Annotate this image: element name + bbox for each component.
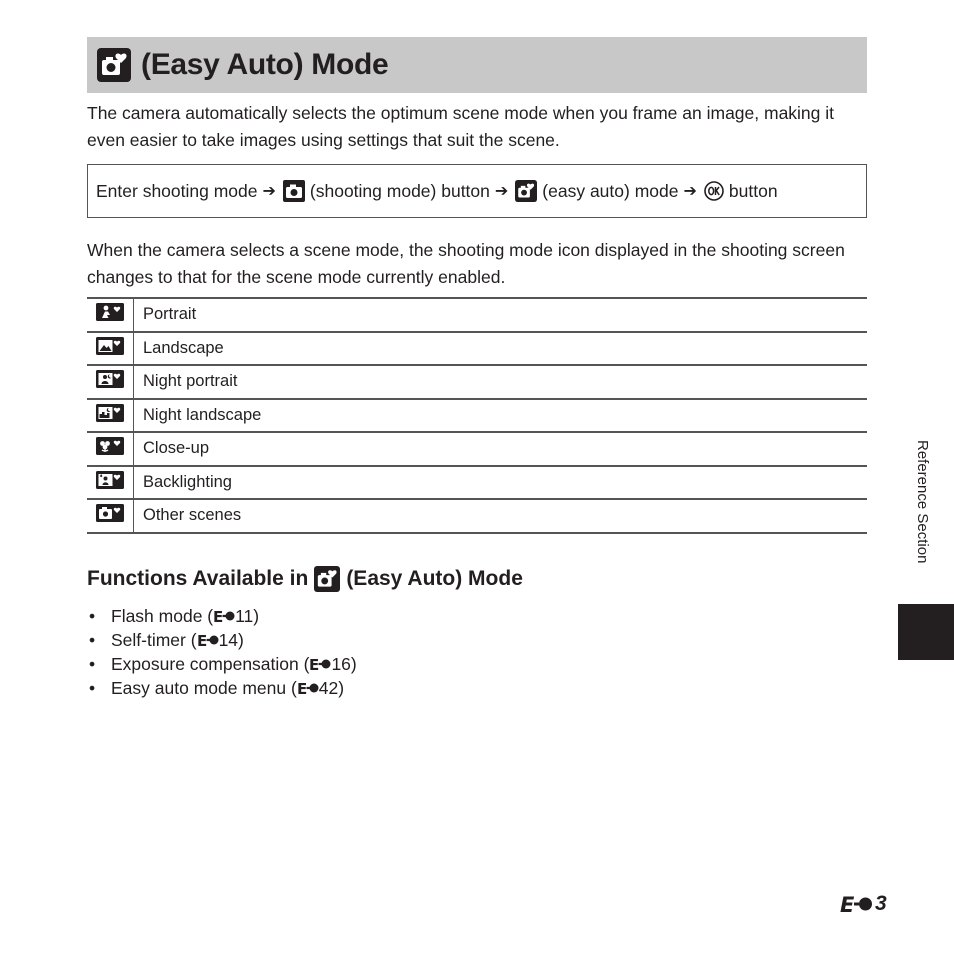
function-label: Self-timer ( bbox=[111, 630, 197, 650]
function-label: Flash mode ( bbox=[111, 606, 214, 626]
reference-e-icon bbox=[213, 608, 235, 624]
svg-text:E: E bbox=[309, 656, 320, 672]
table-row bbox=[87, 499, 867, 533]
night-landscape-scene-icon bbox=[96, 404, 124, 422]
bullet-icon: • bbox=[89, 606, 96, 626]
bullet-icon: • bbox=[89, 678, 96, 698]
page-title-bar bbox=[87, 37, 867, 93]
scene-label: Night landscape bbox=[134, 399, 868, 433]
heading-suffix: (Easy Auto) Mode bbox=[346, 567, 523, 590]
nav-step-enter-shooting: Enter shooting mode bbox=[96, 180, 258, 201]
reference-e-icon bbox=[309, 656, 331, 672]
ok-button-icon bbox=[704, 181, 724, 201]
svg-text:E: E bbox=[840, 893, 855, 915]
navigation-path-box bbox=[87, 164, 867, 218]
scene-label: Backlighting bbox=[134, 466, 868, 500]
reference-e-icon bbox=[297, 680, 319, 696]
reference-section-tab-label: Reference Section bbox=[914, 440, 931, 564]
svg-text:E: E bbox=[196, 632, 207, 648]
reference-section-tab[interactable] bbox=[898, 604, 954, 660]
functions-list bbox=[87, 604, 357, 700]
intro-paragraph: The camera automatically selects the optimum scene mode when you frame an image, making it even easier to take images using settings that suit the scene. bbox=[87, 103, 835, 150]
night-portrait-scene-icon bbox=[96, 370, 124, 388]
nav-step-easy-auto-mode: (easy auto) mode bbox=[542, 180, 679, 201]
heading-prefix: Functions Available in bbox=[87, 567, 309, 590]
other-scenes-icon bbox=[96, 504, 124, 522]
svg-text:E: E bbox=[296, 680, 308, 696]
reference-e-icon bbox=[840, 893, 874, 915]
portrait-scene-icon bbox=[96, 303, 124, 321]
easy-auto-camera-heart-icon bbox=[314, 566, 340, 592]
nav-step-shooting-mode-button: (shooting mode) button bbox=[309, 180, 490, 201]
scene-label: Close-up bbox=[134, 432, 868, 466]
list-item bbox=[87, 628, 357, 652]
easy-auto-camera-heart-icon bbox=[515, 180, 537, 202]
landscape-scene-icon bbox=[96, 337, 124, 355]
list-item bbox=[87, 676, 357, 700]
bullet-icon: • bbox=[89, 654, 96, 674]
arrow-icon: ➔ bbox=[494, 183, 509, 200]
table-row bbox=[87, 298, 867, 332]
reference-e-icon bbox=[197, 632, 219, 648]
scene-label: Night portrait bbox=[134, 365, 868, 399]
scene-description: When the camera selects a scene mode, the shooting mode icon displayed in the shooting screen changes to that for the scene mode currently enabled. bbox=[87, 240, 845, 287]
table-row bbox=[87, 332, 867, 366]
camera-icon bbox=[283, 180, 305, 202]
close-up-scene-icon bbox=[96, 437, 124, 455]
table-row bbox=[87, 432, 867, 466]
list-item bbox=[87, 652, 357, 676]
svg-text:E: E bbox=[213, 608, 224, 624]
function-ref[interactable]: 11) bbox=[235, 606, 260, 626]
scene-mode-table bbox=[87, 297, 867, 534]
page-number bbox=[840, 892, 887, 916]
scene-label: Other scenes bbox=[134, 499, 868, 533]
table-row bbox=[87, 365, 867, 399]
function-ref[interactable]: 14) bbox=[218, 630, 244, 650]
function-ref[interactable]: 42) bbox=[318, 678, 345, 698]
scene-label: Portrait bbox=[134, 298, 868, 332]
page-number-value: 3 bbox=[875, 892, 887, 915]
function-ref[interactable]: 16) bbox=[331, 654, 357, 674]
arrow-icon: ➔ bbox=[262, 183, 276, 200]
easy-auto-camera-heart-icon bbox=[97, 48, 131, 82]
functions-section-heading bbox=[87, 566, 523, 592]
arrow-icon: ➔ bbox=[683, 183, 697, 200]
scene-label: Landscape bbox=[134, 332, 868, 366]
backlighting-scene-icon bbox=[96, 471, 124, 489]
function-label: Exposure compensation ( bbox=[111, 654, 310, 674]
nav-step-ok-button: button bbox=[728, 180, 778, 201]
table-row bbox=[87, 399, 867, 433]
page-title: (Easy Auto) Mode bbox=[141, 48, 389, 81]
function-label: Easy auto mode menu ( bbox=[111, 678, 297, 698]
bullet-icon: • bbox=[89, 630, 96, 650]
table-row bbox=[87, 466, 867, 500]
list-item bbox=[87, 604, 357, 628]
